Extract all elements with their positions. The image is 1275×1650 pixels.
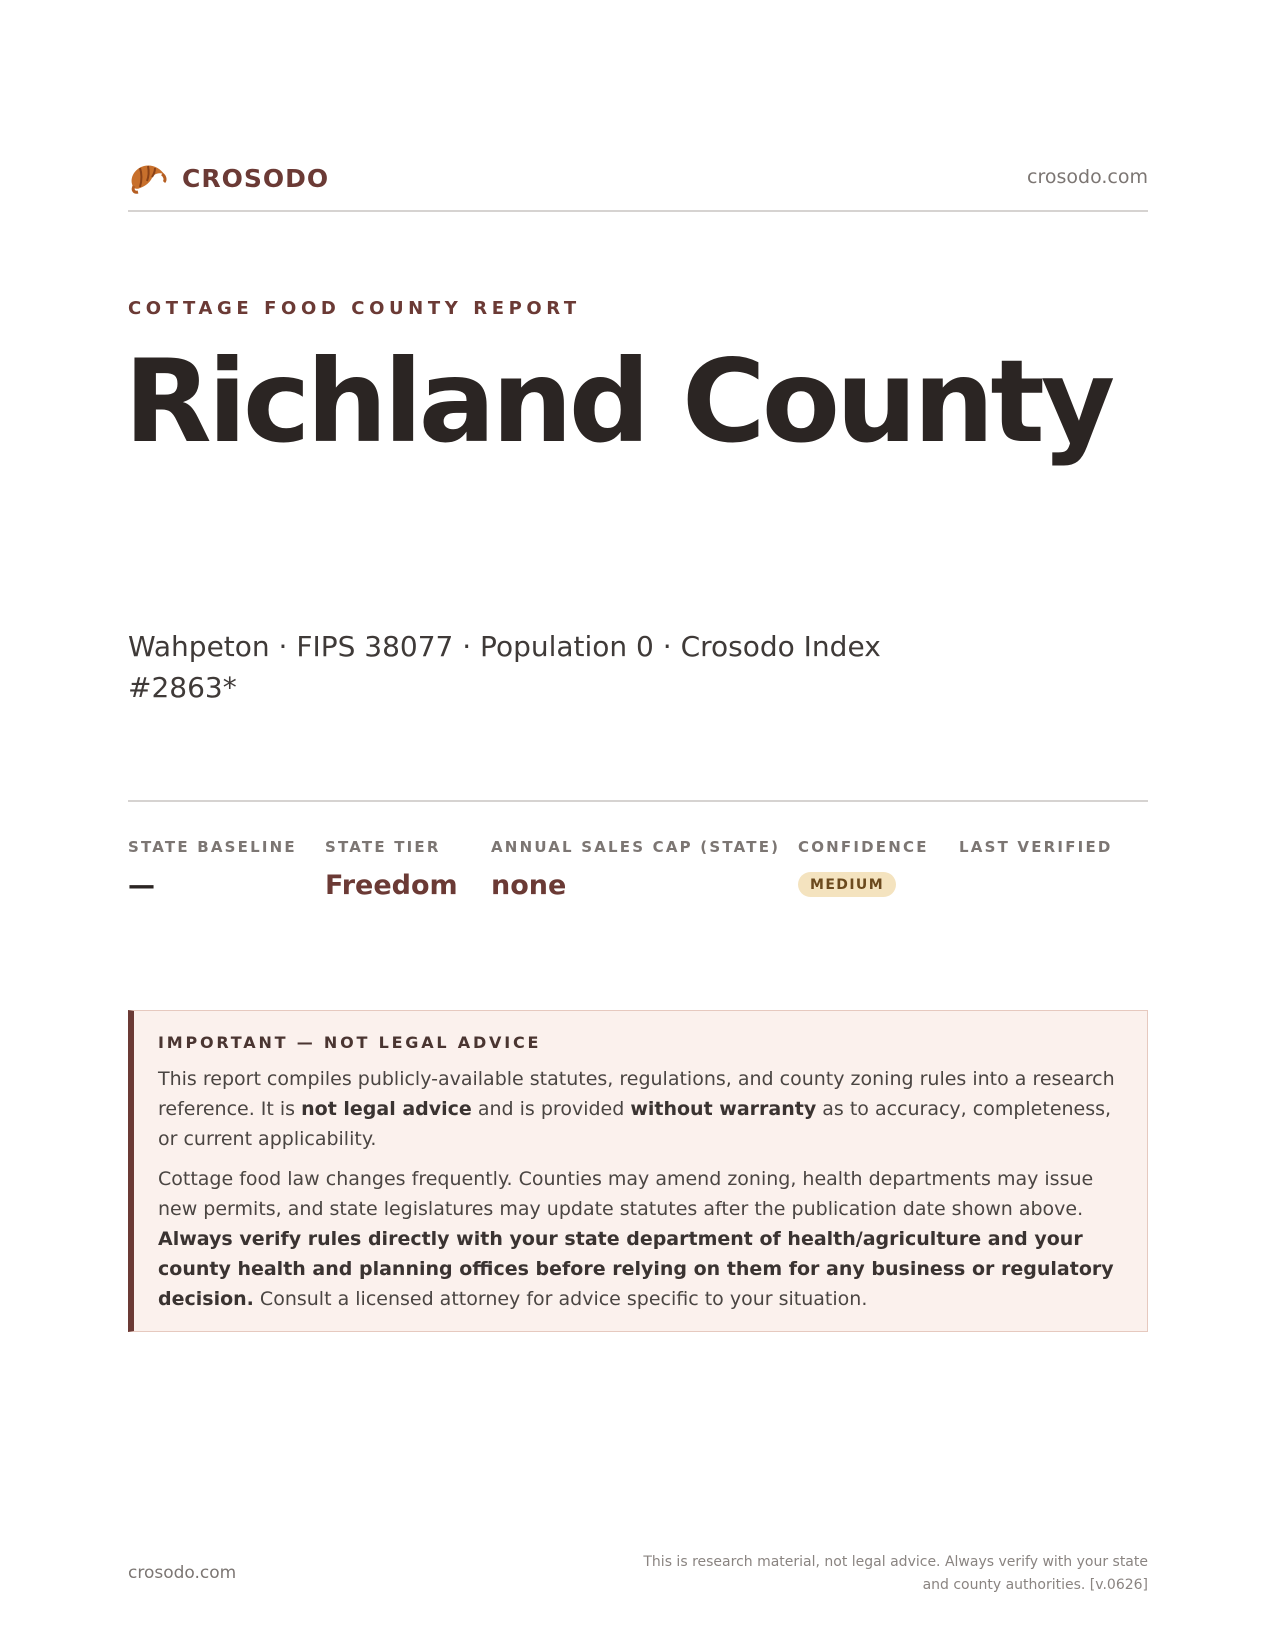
notice-emphasis: Always verify rules directly with your state department of health/agriculture and your county health and planning offices before relying on them for any business or regulatory decision. [158, 1228, 1114, 1310]
fact-state-baseline [128, 838, 297, 901]
notice-text: as to accuracy, completeness, or current applicability. [158, 1098, 1112, 1150]
fact-label: CONFIDENCE [798, 838, 929, 856]
notice-emphasis: not legal advice [301, 1098, 472, 1120]
fact-last-verified [959, 838, 1113, 870]
fact-label: STATE TIER [325, 838, 441, 856]
fact-value: Freedom [325, 870, 458, 901]
notice-text: and is provided [471, 1098, 631, 1120]
fact-value: none [491, 870, 567, 901]
fact-annual-sales-cap [491, 838, 780, 901]
brand-name: CROSODO [182, 163, 330, 193]
fact-state-tier [325, 838, 458, 901]
footer-disclaimer: This is research material, not legal advice. Always verify with your state and county authorities. [v.0626] [643, 1554, 1148, 1593]
notice-text: Consult a licensed attorney for advice specific to your situation. [253, 1288, 868, 1310]
facts-row [128, 800, 1148, 901]
page-title: Richland County [124, 335, 1112, 468]
notice-text: This report compiles publicly-available statutes, regulations, and county zoning rules into a research reference. It is [158, 1068, 1115, 1120]
report-eyebrow: COTTAGE FOOD COUNTY REPORT [128, 298, 581, 319]
notice-heading: IMPORTANT — NOT LEGAL ADVICE [158, 1033, 542, 1052]
notice-paragraph [158, 1064, 1123, 1154]
notice-emphasis: without warranty [630, 1098, 817, 1120]
notice-paragraph [158, 1164, 1123, 1314]
confidence-badge: MEDIUM [798, 872, 896, 897]
fact-value: — [128, 870, 155, 901]
county-subtitle: Wahpeton · FIPS 38077 · Population 0 · Crosodo Index #2863* [128, 630, 881, 704]
fact-label: LAST VERIFIED [959, 838, 1113, 856]
croissant-icon [128, 160, 168, 196]
fact-label: STATE BASELINE [128, 838, 297, 856]
legal-notice [128, 1010, 1148, 1332]
fact-label: ANNUAL SALES CAP (STATE) [491, 838, 781, 856]
report-page [124, 0, 1148, 1650]
fact-confidence [798, 838, 929, 897]
page-header [128, 158, 1148, 212]
notice-text: Cottage food law changes frequently. Counties may amend zoning, health departments may issue new permits, and state legislatures may update statutes after the publication date shown above. [158, 1168, 1094, 1220]
site-url-link[interactable]: crosodo.com [1027, 166, 1148, 188]
brand[interactable] [128, 160, 329, 196]
footer-site-url[interactable]: crosodo.com [128, 1563, 237, 1583]
